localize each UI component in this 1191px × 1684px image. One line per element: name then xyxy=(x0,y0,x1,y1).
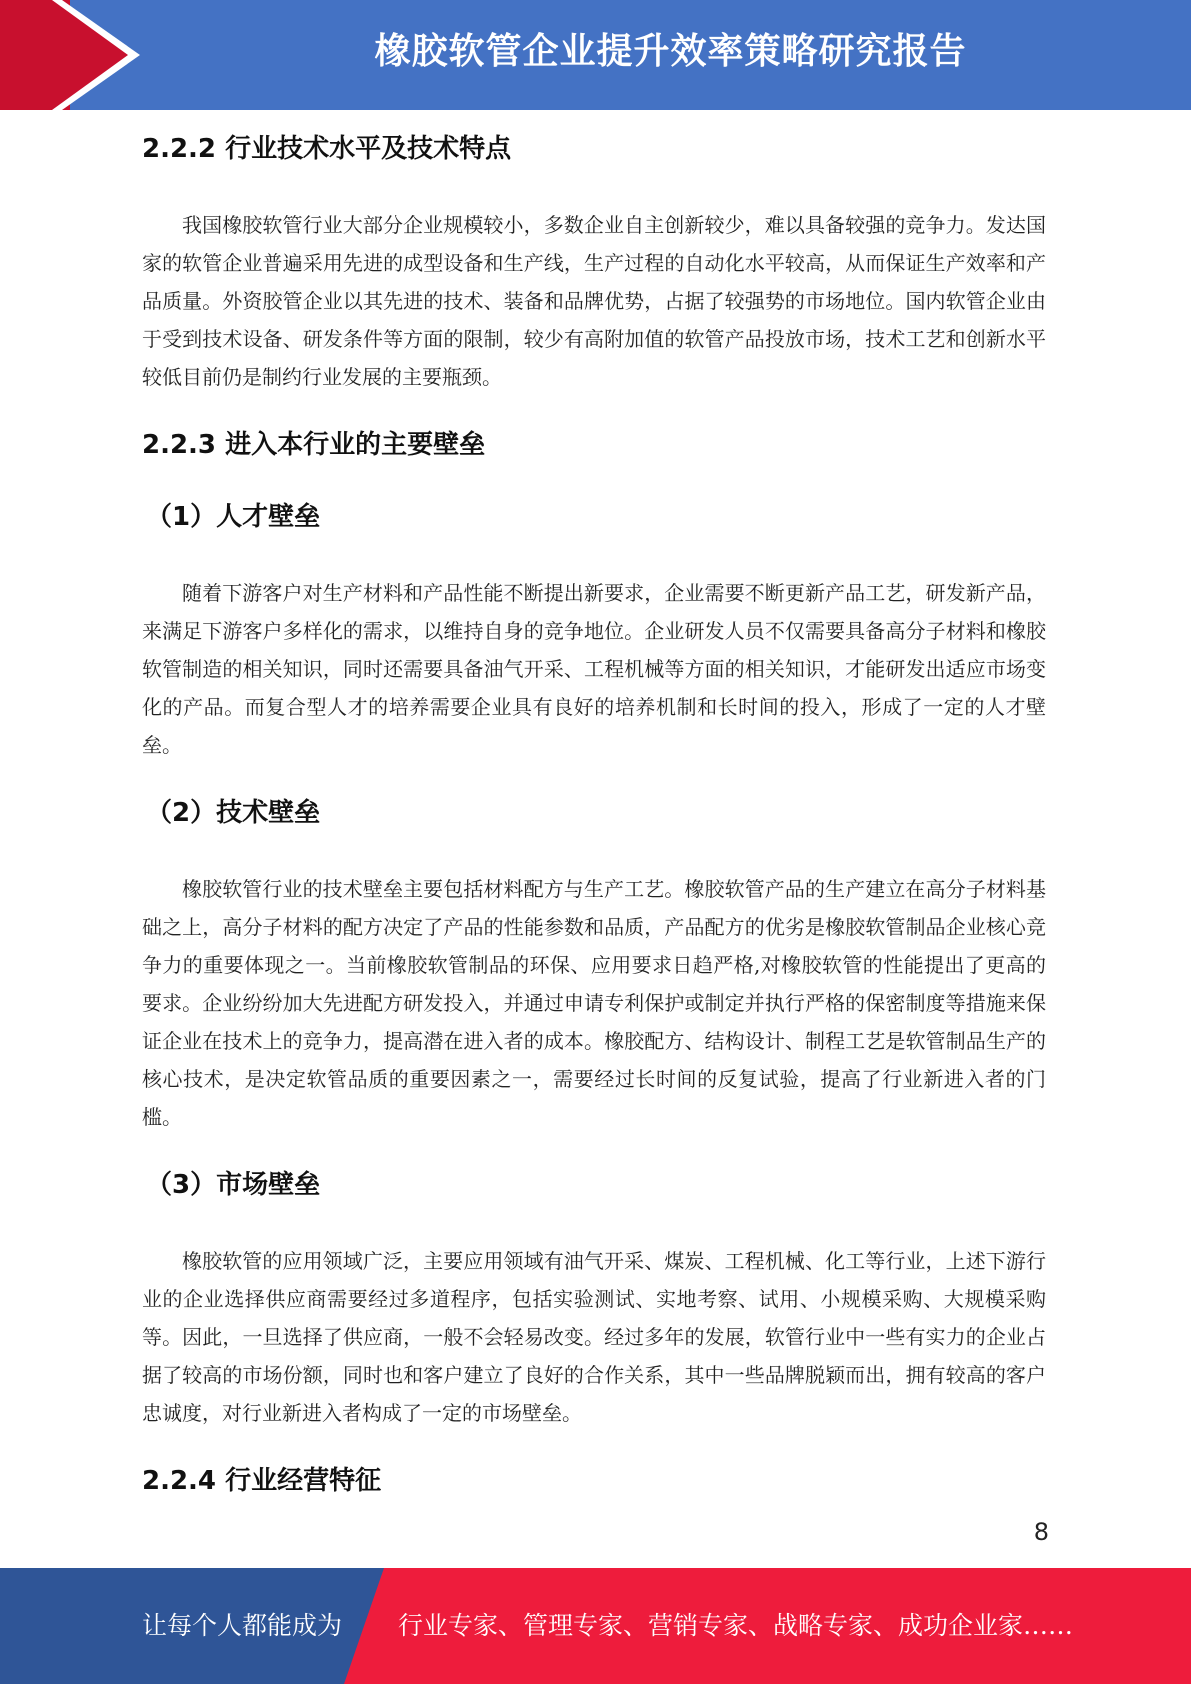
report-title: 橡胶软管企业提升效率策略研究报告 xyxy=(374,31,967,72)
footer-slogan-left: 让每个人都能成为 xyxy=(142,1611,343,1640)
footer-banner xyxy=(0,1568,1191,1684)
subsection-paragraph-talent: 随着下游客户对生产材料和产品性能不断提出新要求，企业需要不断更新产品工艺，研发新产品，来满足下游客户多样化的需求，以维持自身的竞争地位。企业研发人员不仅需要具备高分子材料和橡胶软管制造的相关知识，同时还需要具备油气开采、工程机械等方面的相关知识，才能研发出适应市场变化的产品。而复合型人才的培养需要企业具有良好的培养机制和长时间的投入，形成了一定的人才壁垒。 xyxy=(142,581,1046,757)
footer-slogan-right: 行业专家、管理专家、营销专家、战略专家、成功企业家…… xyxy=(398,1611,1074,1640)
section-heading-2-2-3: 2.2.3 进入本行业的主要壁垒 xyxy=(142,430,486,460)
section-heading-2-2-4: 2.2.4 行业经营特征 xyxy=(142,1466,382,1496)
subsection-paragraph-technology: 橡胶软管行业的技术壁垒主要包括材料配方与生产工艺。橡胶软管产品的生产建立在高分子材料基础之上，高分子材料的配方决定了产品的性能参数和品质，产品配方的优劣是橡胶软管制品企业核心竞争力的重要体现之一。当前橡胶软管制品的环保、应用要求日趋严格,对橡胶软管的性能提出了更高的要求。企业纷纷加大先进配方研发投入，并通过申请专利保护或制定并执行严格的保密制度等措施来保证企业在技术上的竞争力，提高潜在进入者的成本。橡胶配方、结构设计、制程工艺是软管制品生产的核心技术，是决定软管品质的重要因素之一，需要经过长时间的反复试验，提高了行业新进入者的门槛。 xyxy=(142,877,1046,1129)
subsection-paragraph-market: 橡胶软管的应用领域广泛，主要应用领域有油气开采、煤炭、工程机械、化工等行业，上述下游行业的企业选择供应商需要经过多道程序，包括实验测试、实地考察、试用、小规模采购、大规模采购等。因此，一旦选择了供应商，一般不会轻易改变。经过多年的发展，软管行业中一些有实力的企业占据了较高的市场份额，同时也和客户建立了良好的合作关系，其中一些品牌脱颖而出，拥有较高的客户忠诚度，对行业新进入者构成了一定的市场壁垒。 xyxy=(142,1249,1046,1425)
subsection-heading-talent: （1）人才壁垒 xyxy=(146,502,321,532)
page-content xyxy=(142,124,1046,1506)
subsection-heading-technology: （2）技术壁垒 xyxy=(146,798,321,828)
subsection-heading-market: （3）市场壁垒 xyxy=(146,1170,321,1200)
header-chevron-icon xyxy=(0,0,160,110)
section-paragraph-2-2-2: 我国橡胶软管行业大部分企业规模较小，多数企业自主创新较少，难以具备较强的竞争力。发达国家的软管企业普遍采用先进的成型设备和生产线，生产过程的自动化水平较高，从而保证生产效率和产品质量。外资胶管企业以其先进的技术、装备和品牌优势，占据了较强势的市场地位。国内软管企业由于受到技术设备、研发条件等方面的限制，较少有高附加值的软管产品投放市场，技术工艺和创新水平较低目前仍是制约行业发展的主要瓶颈。 xyxy=(142,213,1046,389)
page-number: 8 xyxy=(1033,1518,1049,1546)
section-heading-2-2-2: 2.2.2 行业技术水平及技术特点 xyxy=(142,134,512,164)
header-banner xyxy=(0,0,1191,110)
